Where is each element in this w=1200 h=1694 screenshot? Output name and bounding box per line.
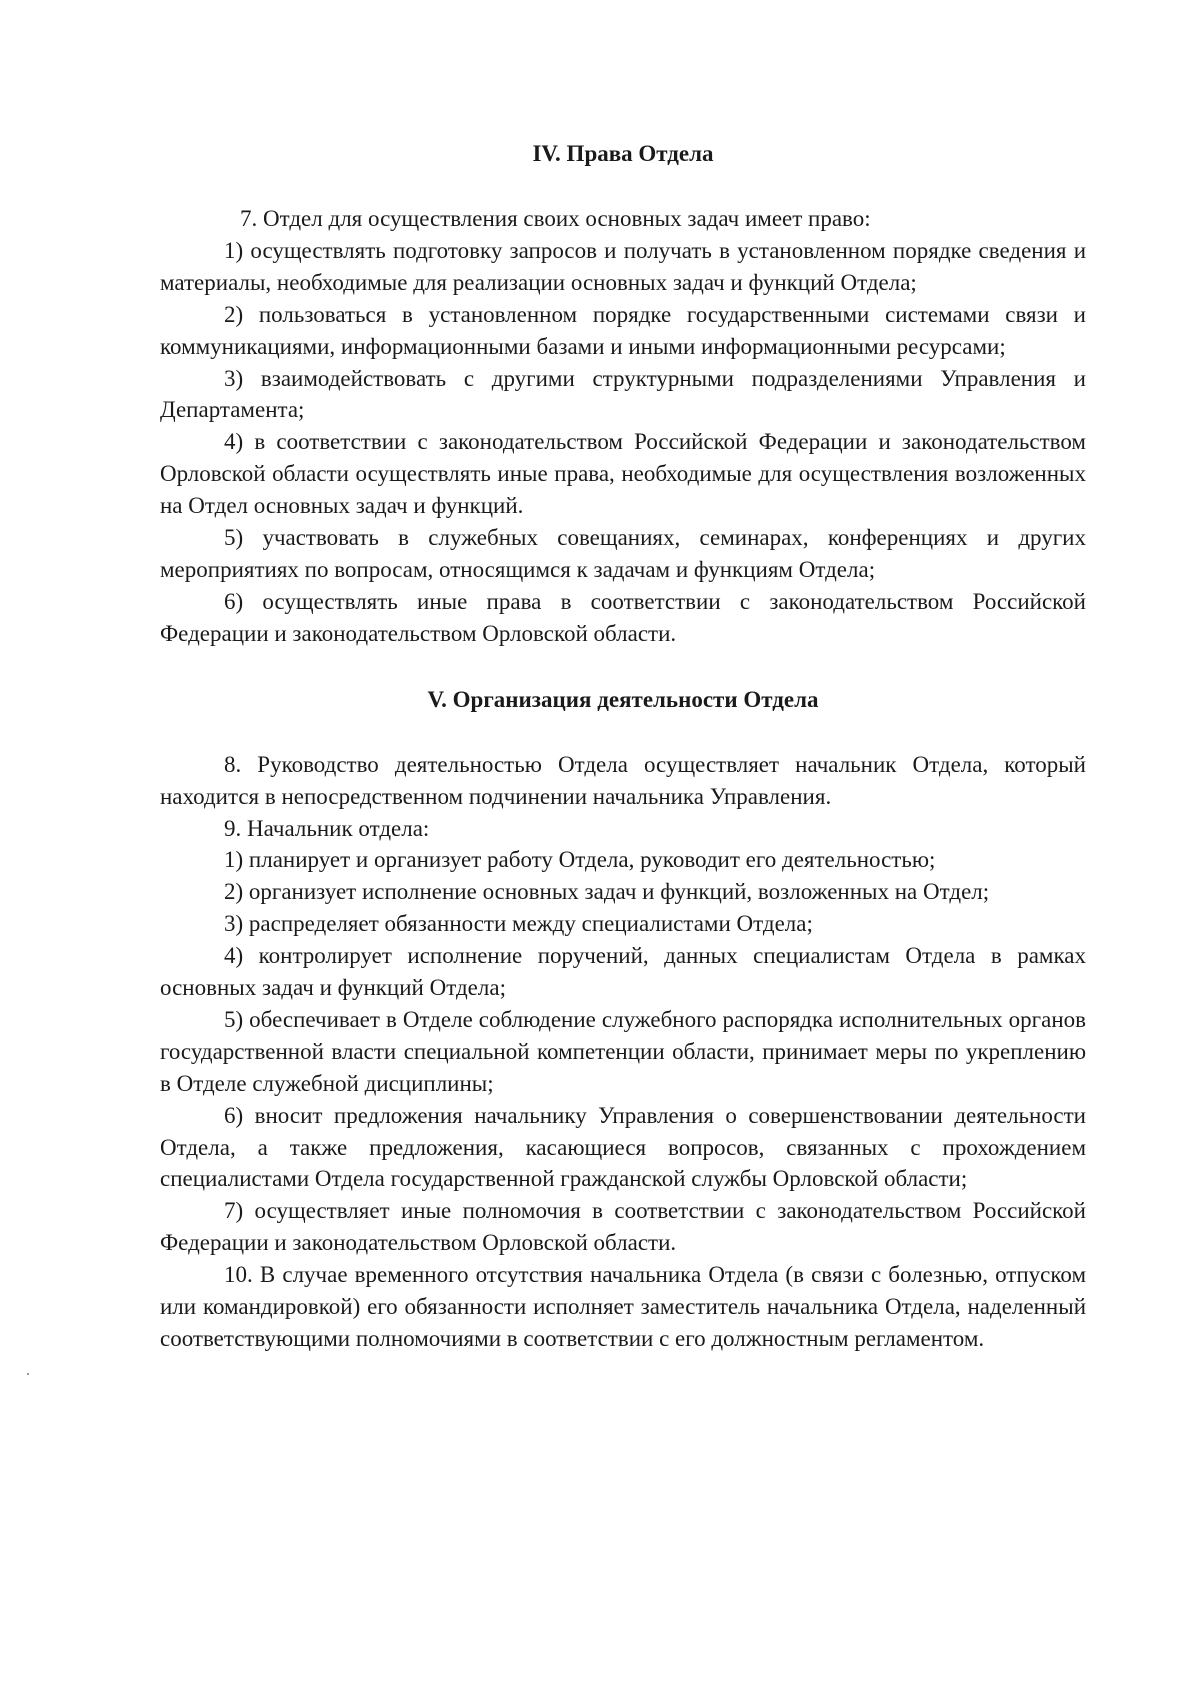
paragraph-7-4: 4) в соответствии с законодательством Российской Федерации и законодательством Орловской области осуществлять иные права, необходимые для осуществления возложенных на Отдел основных задач и функций. [160,429,1086,519]
paragraph-10: 10. В случае временного отсутствия начальника Отдела (в связи с болезнью, отпуском или командировкой) его обязанности исполняет заместитель начальника Отдела, наделенный соответствующими полномочиями в соответствии с его должностным регламентом. [160,1262,1086,1351]
paragraph-7: 7. Отдел для осуществления своих основных задач имеет право: [240,206,871,231]
paragraph-8: 8. Руководство деятельностью Отдела осуществляет начальник Отдела, который находится в непосредственном подчинении начальника Управления. [160,751,1086,809]
scan-speck [27,1373,29,1375]
paragraph-7-1: 1) осуществлять подготовку запросов и получать в установленном порядке сведения и материалы, необходимые для реализации основных задач и функций Отдела; [160,237,1086,295]
paragraph-9-3: 3) распределяет обязанности между специалистами Отдела; [224,911,813,937]
paragraph-9: 9. Начальник отдела: [224,815,430,841]
paragraph-9-7: 7) осуществляет иные полномочия в соответствии с законодательством Российской Федерации и законодательством Орловской области. [160,1198,1086,1256]
paragraph-9-4: 4) контролирует исполнение поручений, данных специалистам Отдела в рамках основных задач и функций Отдела; [160,943,1086,1001]
paragraph-9-6: 6) вносит предложения начальнику Управления о совершенствовании деятельности Отдела, а также предложения, касающиеся вопросов, связанных с прохождением специалистами Отдела государственной гражданской службы Орловской области; [160,1102,1086,1192]
section-5-title: V. Организация деятельности Отдела [427,686,819,712]
paragraph-9-1: 1) планирует и организует работу Отдела, руководит его деятельностью; [224,847,936,873]
document-body [160,138,1086,1355]
paragraph-9-2: 2) организует исполнение основных задач и функций, возложенных на Отдел; [224,879,990,905]
paragraph-9-5: 5) обеспечивает в Отделе соблюдение служебного распорядка исполнительных органов государственной власти специальной компетенции области, принимает меры по укреплению в Отделе служебной дисциплины; [160,1006,1086,1096]
paragraph-7-6: 6) осуществлять иные права в соответствии с законодательством Российской Федерации и законодательством Орловской области. [160,588,1086,646]
paragraph-7-2: 2) пользоваться в установленном порядке государственными системами связи и коммуникациями, информационными базами и иными информационными ресурсами; [160,301,1086,359]
section-4-title: IV. Права Отдела [532,141,714,166]
paragraph-7-5: 5) участвовать в служебных совещаниях, семинарах, конференциях и других мероприятиях по вопросам, относящимся к задачам и функциям Отдела; [160,525,1086,582]
paragraph-7-3: 3) взаимодействовать с другими структурными подразделениями Управления и Департамента; [160,365,1086,423]
